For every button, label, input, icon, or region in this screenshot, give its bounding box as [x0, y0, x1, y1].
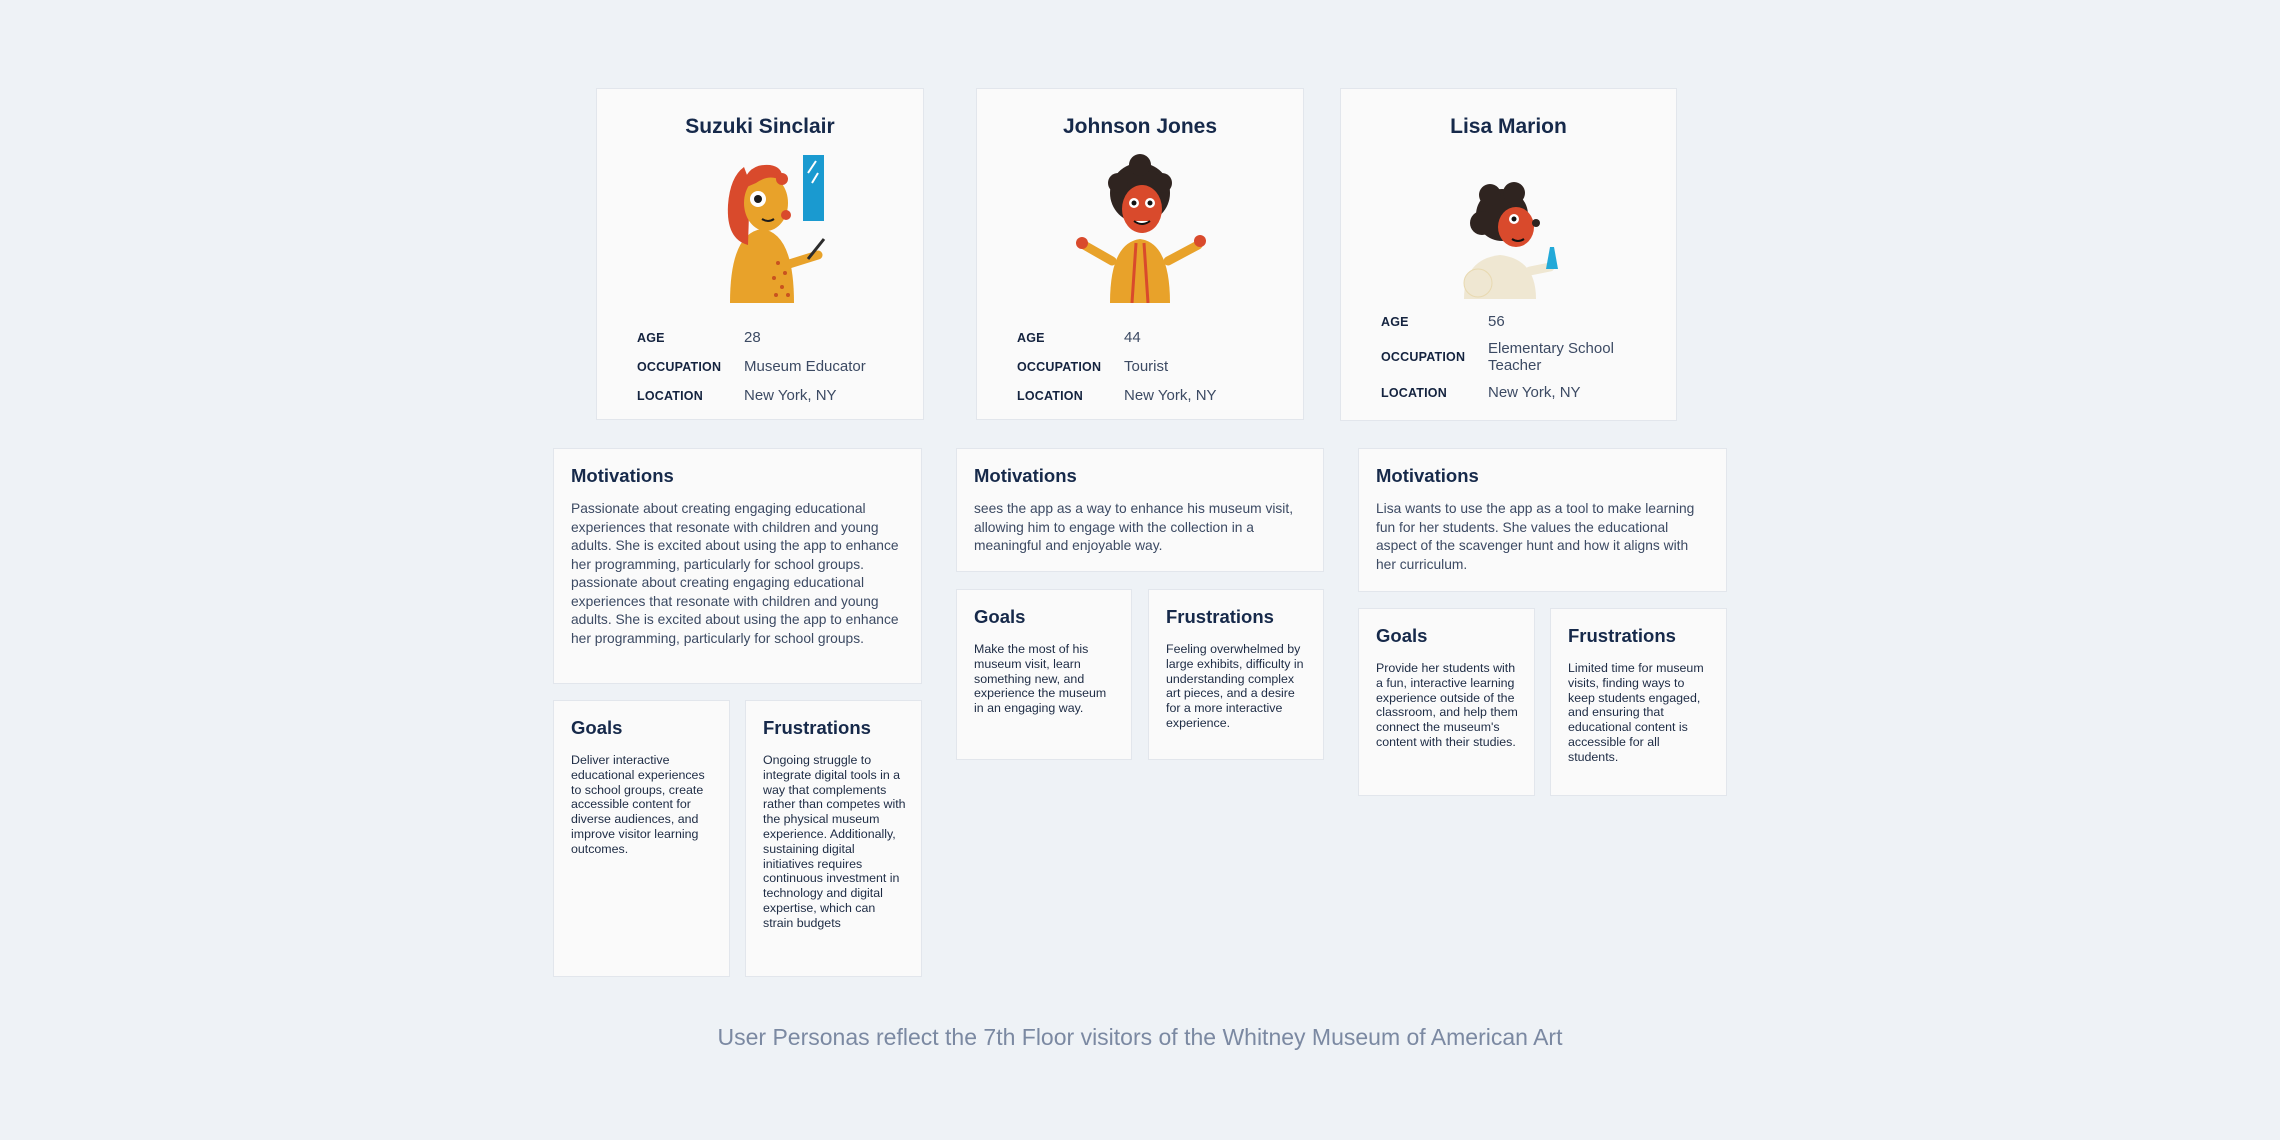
age-row — [637, 323, 903, 352]
occupation-row — [637, 352, 903, 381]
frustrations-title: Frustrations — [1166, 606, 1274, 627]
frustrations-title: Frustrations — [763, 717, 871, 738]
goals-text: Provide her students with a fun, interactive learning experience outside of the classroom, and help them connect the museum's content with their studies. — [1376, 661, 1518, 749]
location-row — [1381, 378, 1656, 407]
persona-card-johnson — [976, 88, 1304, 420]
age-label: AGE — [1017, 330, 1045, 345]
goals-text: Deliver interactive educational experiences to school groups, create accessible content for diverse audiences, and improve visitor learning outcomes. — [571, 753, 705, 856]
age-row — [1017, 323, 1283, 352]
goals-card-johnson — [956, 589, 1132, 760]
frustrations-card-johnson — [1148, 589, 1324, 760]
goals-title: Goals — [571, 717, 623, 738]
occupation-row — [1381, 336, 1656, 378]
occupation-value: Tourist — [1124, 358, 1169, 375]
motivations-card-johnson — [956, 448, 1324, 572]
age-value: 44 — [1124, 329, 1141, 346]
age-label: AGE — [637, 330, 665, 345]
motivations-title: Motivations — [1376, 465, 1479, 486]
goals-card-lisa — [1358, 608, 1535, 796]
page-caption: User Personas reflect the 7th Floor visitors of the Whitney Museum of American Art — [717, 1024, 1563, 1050]
motivations-text: sees the app as a way to enhance his museum visit, allowing him to engage with the collection in a meaningful and enjoyable way. — [974, 501, 1294, 553]
frustrations-title: Frustrations — [1568, 625, 1676, 646]
frustrations-text: Feeling overwhelmed by large exhibits, difficulty in understanding complex art pieces, and a desire for a more interactive experience. — [1166, 642, 1304, 730]
motivations-card-lisa — [1358, 448, 1727, 592]
persona-name: Suzuki Sinclair — [685, 115, 835, 138]
motivations-text: Lisa wants to use the app as a tool to make learning fun for her students. She values the educational aspect of the scavenger hunt and how it aligns with her curriculum. — [1376, 501, 1695, 572]
persona-name: Lisa Marion — [1450, 115, 1567, 138]
motivations-card-suzuki — [553, 448, 922, 684]
occupation-row — [1017, 352, 1283, 381]
persona-name: Johnson Jones — [1062, 115, 1218, 138]
location-value: New York, NY — [744, 387, 837, 404]
frustrations-text: Limited time for museum visits, finding ways to keep students engaged, and ensuring that educational content is accessible for all students. — [1568, 661, 1704, 764]
goals-title: Goals — [974, 606, 1026, 627]
occupation-value: Elementary School Teacher — [1488, 340, 1614, 374]
frustrations-card-suzuki — [745, 700, 922, 977]
frustrations-text: Ongoing struggle to integrate digital tools in a way that complements rather than competes with the physical museum experience. Additionally, sustaining digital initiatives requires continuous investment in technology and digital expertise, which can strain budgets — [763, 753, 906, 930]
goals-text: Make the most of his museum visit, learn something new, and experience the museum in an engaging way. — [974, 642, 1107, 716]
age-value: 56 — [1488, 313, 1505, 330]
location-row — [637, 381, 903, 410]
location-label: LOCATION — [637, 388, 703, 403]
occupation-value: Museum Educator — [744, 358, 866, 375]
location-label: LOCATION — [1017, 388, 1083, 403]
motivations-title: Motivations — [571, 465, 674, 486]
persona-details — [1381, 307, 1656, 407]
teacher-illustration — [690, 153, 830, 303]
goals-title: Goals — [1376, 625, 1428, 646]
occupation-label: OCCUPATION — [1017, 359, 1102, 374]
age-row — [1381, 307, 1656, 336]
location-value: New York, NY — [1124, 387, 1217, 404]
teacher-with-flask-illustration — [1454, 179, 1564, 299]
location-label: LOCATION — [1381, 385, 1447, 400]
motivations-text: Passionate about creating engaging educational experiences that resonate with children and young adults. She is excited about using the app to enhance her programming, particularly for school groups. passionate about creating engaging educational experiences that resonate with children and young adults. She is excited about using the app to enhance her programming, particularly for school groups. — [571, 501, 899, 646]
location-value: New York, NY — [1488, 384, 1581, 401]
persona-details — [637, 323, 903, 410]
persona-card-suzuki — [596, 88, 924, 420]
age-label: AGE — [1381, 314, 1409, 329]
goals-card-suzuki — [553, 700, 730, 977]
frustrations-card-lisa — [1550, 608, 1727, 796]
occupation-label: OCCUPATION — [1381, 350, 1466, 364]
occupation-label: OCCUPATION — [637, 359, 722, 374]
persona-card-lisa — [1340, 88, 1677, 421]
tourist-illustration — [1070, 153, 1210, 303]
persona-details — [1017, 323, 1283, 410]
location-row — [1017, 381, 1283, 410]
motivations-title: Motivations — [974, 465, 1077, 486]
age-value: 28 — [744, 329, 761, 346]
